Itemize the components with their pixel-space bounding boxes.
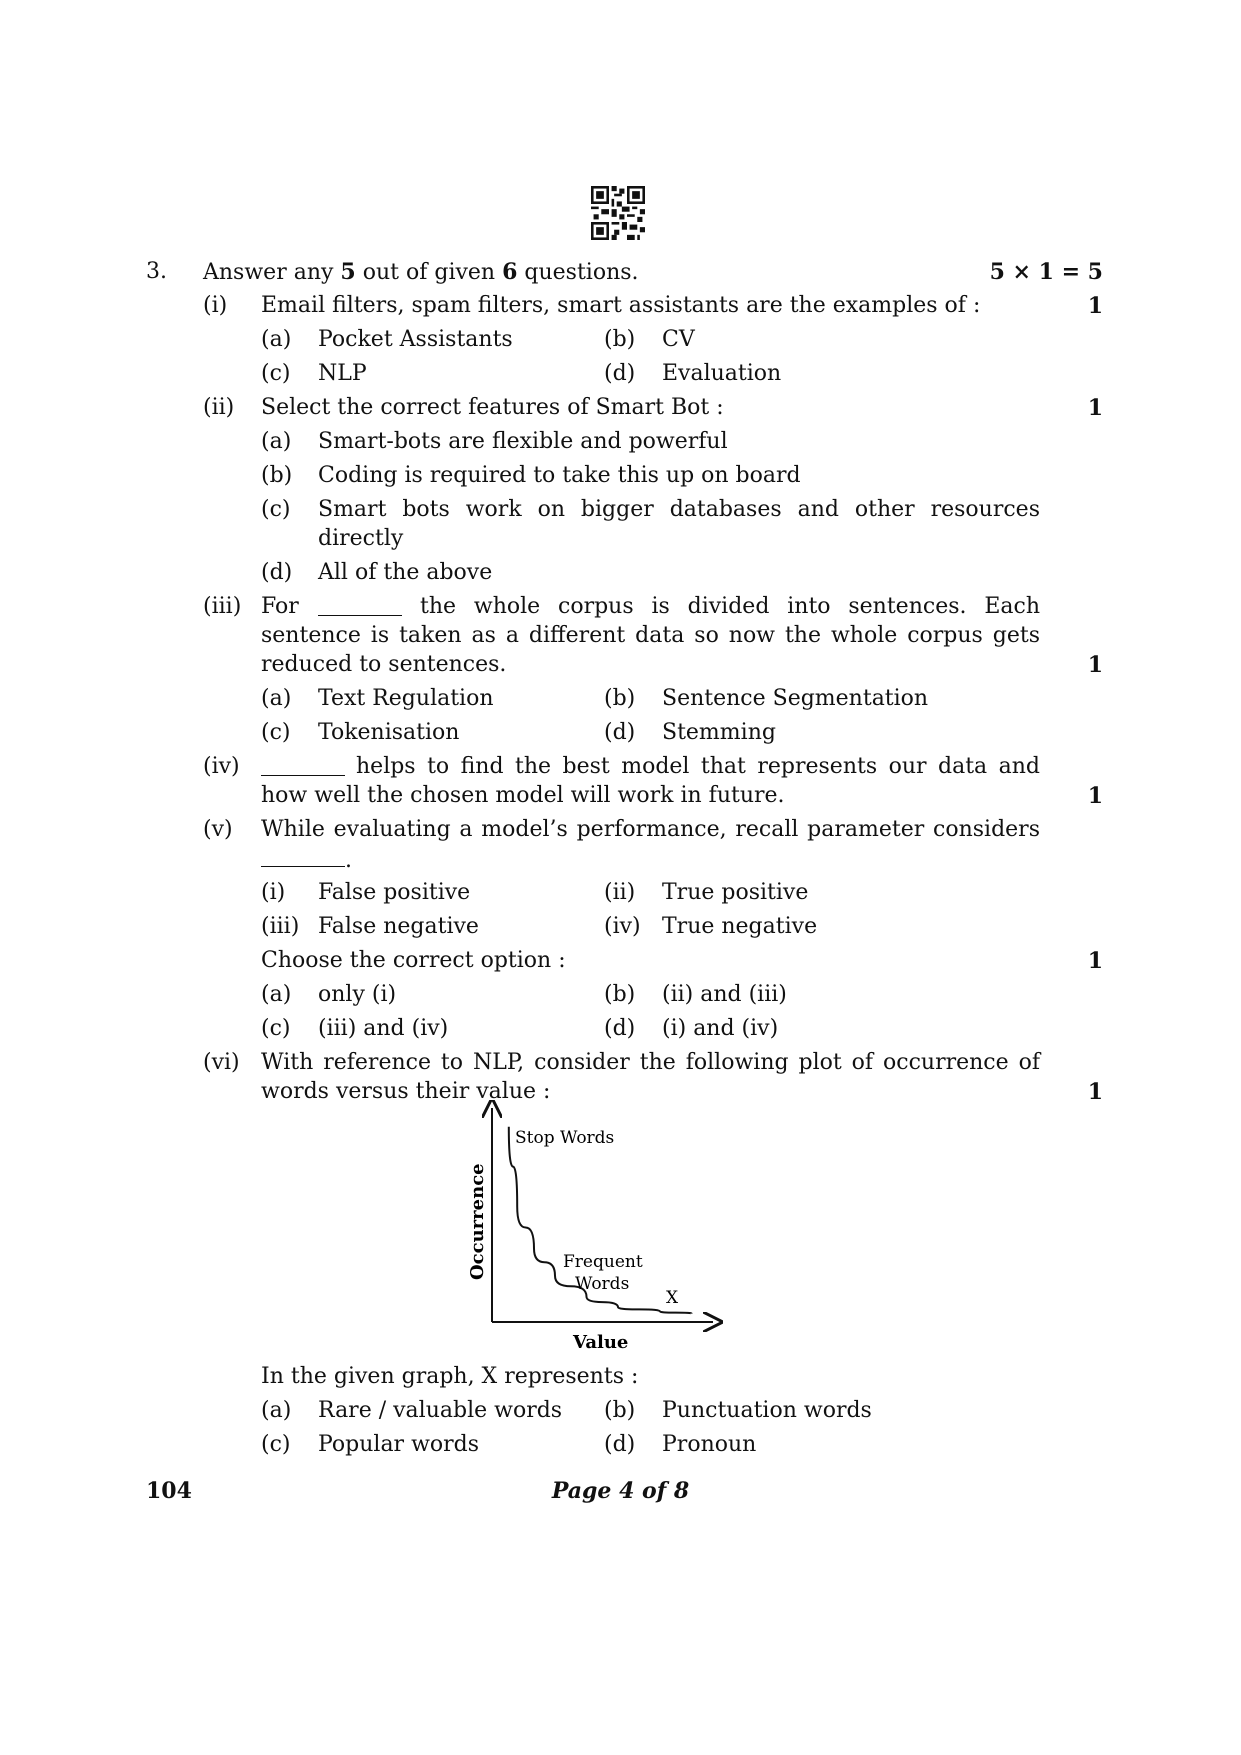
annotation-x: X bbox=[666, 1288, 679, 1308]
option-text: (ii) and (iii) bbox=[662, 982, 787, 1007]
option-key: (d) bbox=[604, 361, 636, 386]
option-key: (b) bbox=[604, 327, 636, 352]
marks: 1 bbox=[1087, 652, 1103, 678]
option-key: (c) bbox=[261, 1016, 291, 1041]
sub-label: (vi) bbox=[203, 1050, 240, 1075]
annotation-frequent: Frequent bbox=[563, 1252, 643, 1272]
option-text: Rare / valuable words bbox=[318, 1398, 563, 1423]
marks: 1 bbox=[1087, 1079, 1103, 1105]
question-number: 3. bbox=[146, 259, 167, 284]
option-key: (a) bbox=[261, 686, 292, 711]
sub-label: (iii) bbox=[203, 594, 242, 619]
item-text: True positive bbox=[662, 880, 809, 905]
paper-code: 104 bbox=[146, 1478, 192, 1504]
answer-blank bbox=[261, 775, 345, 776]
option-key: (c) bbox=[261, 361, 291, 386]
occurrence-value-chart bbox=[455, 1100, 735, 1365]
marks: 1 bbox=[1087, 948, 1103, 974]
option-key: (b) bbox=[604, 1398, 636, 1423]
total-marks: 5 × 1 = 5 bbox=[989, 259, 1103, 285]
marks: 1 bbox=[1087, 783, 1103, 809]
item-key: (iv) bbox=[604, 914, 641, 939]
sub-question-text: how well the chosen model will work in future. bbox=[261, 783, 785, 808]
sub-label: (i) bbox=[203, 293, 228, 318]
sub-question-text: With reference to NLP, consider the following plot of occurrence of bbox=[261, 1050, 1040, 1075]
sub-question-text: the whole corpus is divided into sentences. Each bbox=[420, 594, 1040, 619]
sub-question-text: words versus their value : bbox=[261, 1079, 551, 1104]
sub-question-text: sentence is taken as a different data so now the whole corpus gets bbox=[261, 623, 1040, 648]
annotation-stop-words: Stop Words bbox=[515, 1128, 615, 1148]
x-axis-label: Value bbox=[573, 1332, 629, 1353]
option-text: Pocket Assistants bbox=[318, 327, 513, 352]
punctuation: . bbox=[345, 848, 352, 873]
sub-question-text: Email filters, spam filters, smart assistants are the examples of : bbox=[261, 293, 981, 318]
option-key: (b) bbox=[261, 463, 293, 488]
option-key: (b) bbox=[604, 982, 636, 1007]
option-text: (i) and (iv) bbox=[662, 1016, 779, 1041]
sub-question-text: Select the correct features of Smart Bot : bbox=[261, 395, 724, 420]
sub-label: (iv) bbox=[203, 754, 240, 779]
option-text: only (i) bbox=[318, 982, 397, 1007]
option-text: Stemming bbox=[662, 720, 776, 745]
question-instruction: Answer any 5 out of given 6 questions. bbox=[203, 259, 639, 285]
option-key: (a) bbox=[261, 1398, 292, 1423]
qr-code bbox=[591, 186, 645, 240]
item-key: (ii) bbox=[604, 880, 636, 905]
option-text: Tokenisation bbox=[318, 720, 460, 745]
choose-instruction: Choose the correct option : bbox=[261, 948, 566, 973]
annotation-words: Words bbox=[575, 1274, 630, 1294]
option-key: (c) bbox=[261, 497, 291, 522]
option-text: Popular words bbox=[318, 1432, 480, 1457]
item-key: (i) bbox=[261, 880, 286, 905]
item-key: (iii) bbox=[261, 914, 300, 939]
item-text: False negative bbox=[318, 914, 479, 939]
option-text: Pronoun bbox=[662, 1432, 757, 1457]
sub-question-text: While evaluating a model’s performance, recall parameter considers bbox=[261, 817, 1040, 842]
answer-blank bbox=[318, 615, 402, 616]
option-key: (d) bbox=[261, 560, 293, 585]
option-text: Coding is required to take this up on board bbox=[318, 463, 801, 488]
marks: 1 bbox=[1087, 293, 1103, 319]
option-text: All of the above bbox=[318, 560, 493, 585]
y-axis-label: Occurrence bbox=[467, 1163, 488, 1280]
option-key: (b) bbox=[604, 686, 636, 711]
option-text: Smart bots work on bigger databases and other resources bbox=[318, 497, 1040, 522]
option-key: (d) bbox=[604, 1016, 636, 1041]
item-text: True negative bbox=[662, 914, 818, 939]
option-key: (a) bbox=[261, 327, 292, 352]
sub-question-text: For bbox=[261, 594, 299, 619]
option-text: NLP bbox=[318, 361, 367, 386]
sub-label: (v) bbox=[203, 817, 233, 842]
sub-question-text: helps to find the best model that represents our data and bbox=[356, 754, 1040, 779]
option-text: Sentence Segmentation bbox=[662, 686, 929, 711]
option-text: Smart-bots are flexible and powerful bbox=[318, 429, 728, 454]
option-text: CV bbox=[662, 327, 695, 352]
option-text-cont: directly bbox=[318, 526, 404, 551]
option-key: (a) bbox=[261, 429, 292, 454]
option-text: Punctuation words bbox=[662, 1398, 872, 1423]
sub-question-text: In the given graph, X represents : bbox=[261, 1364, 639, 1389]
sub-label: (ii) bbox=[203, 395, 235, 420]
option-key: (a) bbox=[261, 982, 292, 1007]
option-key: (d) bbox=[604, 720, 636, 745]
option-text: Text Regulation bbox=[318, 686, 494, 711]
option-key: (c) bbox=[261, 1432, 291, 1457]
option-text: Evaluation bbox=[662, 361, 782, 386]
answer-blank bbox=[261, 866, 345, 867]
item-text: False positive bbox=[318, 880, 471, 905]
option-key: (d) bbox=[604, 1432, 636, 1457]
sub-question-text: reduced to sentences. bbox=[261, 652, 507, 677]
page-number: Page 4 of 8 bbox=[551, 1478, 690, 1504]
option-key: (c) bbox=[261, 720, 291, 745]
option-text: (iii) and (iv) bbox=[318, 1016, 449, 1041]
marks: 1 bbox=[1087, 395, 1103, 421]
